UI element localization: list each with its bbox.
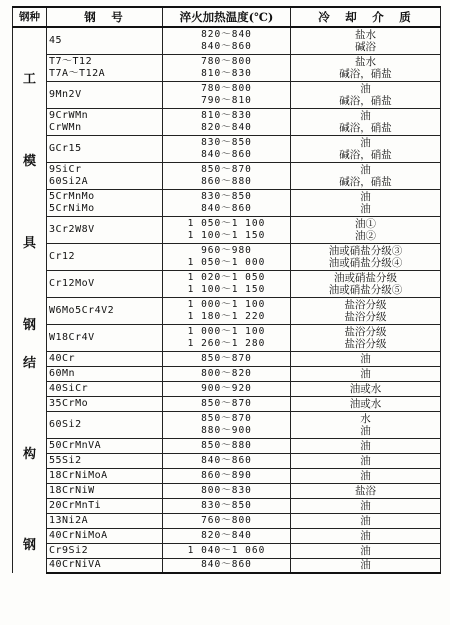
table-row <box>13 162 441 189</box>
quench-temperature-cell <box>163 324 291 351</box>
quench-temperature-cell <box>163 381 291 396</box>
steel-type-char: 钢 <box>22 318 36 333</box>
table-row <box>13 381 441 396</box>
steel-grade: Cr12MoV <box>49 277 95 289</box>
quench-temperature-cell <box>163 189 291 216</box>
cooling-medium: 油 <box>360 424 371 437</box>
cooling-medium-cell <box>291 483 441 498</box>
steel-grade: 3Cr2W8V <box>49 223 95 235</box>
cooling-medium: 油 <box>360 439 371 452</box>
steel-grade: 9CrWMn <box>49 109 89 121</box>
quench-temperature: 840～860 <box>201 454 252 466</box>
cooling-medium: 油① <box>355 217 376 230</box>
cooling-medium-cell <box>291 270 441 297</box>
cooling-medium: 油或水 <box>349 382 382 395</box>
cooling-medium-cell <box>291 297 441 324</box>
cooling-medium: 油或硝盐分级③ <box>328 244 403 257</box>
table-row <box>13 498 441 513</box>
cooling-medium-cell <box>291 366 441 381</box>
quench-temperature-cell <box>163 483 291 498</box>
cooling-medium: 油或水 <box>349 397 382 410</box>
quench-temperature-cell <box>163 243 291 270</box>
quench-temperature: 820～840 <box>201 121 252 133</box>
table-body <box>13 27 441 573</box>
steel-grade-cell <box>47 189 163 216</box>
steel-grade: 40CrNiVA <box>49 559 102 571</box>
quench-temperature: 800～820 <box>201 367 252 379</box>
quench-temperature: 780～800 <box>201 82 252 94</box>
quench-temperature: 1 180～1 220 <box>187 310 266 322</box>
steel-grade-cell <box>47 135 163 162</box>
steel-type-char: 工 <box>22 72 36 87</box>
quench-temperature: 860～880 <box>201 175 252 187</box>
cooling-medium-cell <box>291 543 441 558</box>
cooling-medium-cell <box>291 162 441 189</box>
steel-grade-cell <box>47 453 163 468</box>
cooling-medium: 盐水 <box>355 55 376 68</box>
steel-grade: 60Mn <box>49 367 76 379</box>
cooling-medium: 盐水 <box>355 28 376 41</box>
cooling-medium: 碱浴，硝盐 <box>339 148 392 161</box>
table-row <box>13 513 441 528</box>
steel-grade-cell <box>47 396 163 411</box>
steel-grade: 5CrNiMo <box>49 202 95 214</box>
quench-temperature-cell <box>163 366 291 381</box>
quench-temperature: 760～800 <box>201 514 252 526</box>
quench-temperature: 900～920 <box>201 382 252 394</box>
cooling-medium-cell <box>291 528 441 543</box>
cooling-medium: 油 <box>360 544 371 557</box>
cooling-medium: 盐浴分级 <box>344 298 387 311</box>
steel-type-wrap <box>15 28 44 350</box>
table-row <box>13 324 441 351</box>
steel-grade: 35CrMo <box>49 397 89 409</box>
cooling-medium: 油 <box>360 367 371 380</box>
quench-temperature-cell <box>163 54 291 81</box>
quench-temperature: 880～900 <box>201 424 252 436</box>
cooling-medium-cell <box>291 453 441 468</box>
quench-temperature-cell <box>163 411 291 438</box>
quench-temperature: 790～810 <box>201 94 252 106</box>
quench-temperature: 830～850 <box>201 190 252 202</box>
cooling-medium: 油 <box>360 163 371 176</box>
quench-temperature-cell <box>163 528 291 543</box>
cooling-medium: 油 <box>360 82 371 95</box>
cooling-medium: 油 <box>360 136 371 149</box>
quench-temperature: 850～870 <box>201 163 252 175</box>
quench-temperature-cell <box>163 453 291 468</box>
quench-temperature: 830～850 <box>201 136 252 148</box>
cooling-medium: 碱浴，硝盐 <box>339 121 392 134</box>
steel-grade: GCr15 <box>49 142 82 154</box>
table-row <box>13 243 441 270</box>
steel-grade: Cr12 <box>49 250 76 262</box>
steel-grade: T7A～T12A <box>49 67 106 79</box>
steel-grade: 9Mn2V <box>49 88 82 100</box>
header-row <box>13 7 441 27</box>
cooling-medium: 盐浴分级 <box>344 337 387 350</box>
quench-temperature: 1 050～1 100 <box>187 217 266 229</box>
table-row <box>13 216 441 243</box>
steel-grade-cell <box>47 108 163 135</box>
table-row <box>13 396 441 411</box>
cooling-medium: 盐浴分级 <box>344 310 387 323</box>
quench-temperature-cell <box>163 270 291 297</box>
quench-temperature: 850～870 <box>201 397 252 409</box>
cooling-medium-cell <box>291 189 441 216</box>
cooling-medium: 碱浴 <box>355 40 376 53</box>
cooling-medium-cell <box>291 381 441 396</box>
cooling-medium-cell <box>291 54 441 81</box>
steel-type-cell-tool <box>13 27 47 351</box>
quench-temperature-cell <box>163 438 291 453</box>
quench-temperature: 860～890 <box>201 469 252 481</box>
steel-grade-cell <box>47 27 163 54</box>
steel-grade-cell <box>47 366 163 381</box>
cooling-medium: 油或硝盐分级⑤ <box>328 283 403 296</box>
quench-temperature-table <box>12 6 441 574</box>
cooling-medium: 油 <box>360 202 371 215</box>
quench-temperature: 1 040～1 060 <box>187 544 266 556</box>
table-row <box>13 543 441 558</box>
quench-temperature-cell <box>163 558 291 573</box>
cooling-medium-cell <box>291 27 441 54</box>
steel-type-char: 结 <box>22 356 36 371</box>
steel-grade: 20CrMnTi <box>49 499 102 511</box>
cooling-medium: 油 <box>360 529 371 542</box>
table-row <box>13 297 441 324</box>
steel-type-wrap <box>15 351 44 571</box>
header-temperature: 淬火加热温度(℃) <box>163 7 291 27</box>
cooling-medium-cell <box>291 558 441 573</box>
cooling-medium-cell <box>291 438 441 453</box>
steel-grade: 60Si2A <box>49 175 89 187</box>
steel-grade-cell <box>47 468 163 483</box>
quench-temperature: 1 100～1 150 <box>187 229 266 241</box>
steel-type-char: 模 <box>22 154 36 169</box>
steel-grade: 50CrMnVA <box>49 439 102 451</box>
steel-grade: Cr9Si2 <box>49 544 89 556</box>
cooling-medium-cell <box>291 108 441 135</box>
steel-grade: 18CrNiW <box>49 484 95 496</box>
quench-temperature: 840～860 <box>201 40 252 52</box>
table-row <box>13 54 441 81</box>
cooling-medium: 油或硝盐分级 <box>334 271 397 284</box>
table-row <box>13 453 441 468</box>
table-row <box>13 411 441 438</box>
cooling-medium: 盐浴 <box>355 484 376 497</box>
cooling-medium-cell <box>291 243 441 270</box>
cooling-medium: 水 <box>360 412 371 425</box>
quench-temperature: 840～860 <box>201 559 252 571</box>
steel-type-char: 具 <box>22 236 36 251</box>
steel-grade-cell <box>47 81 163 108</box>
steel-grade-cell <box>47 411 163 438</box>
cooling-medium-cell <box>291 216 441 243</box>
steel-grade-cell <box>47 216 163 243</box>
steel-type-char: 钢 <box>22 538 36 553</box>
quench-temperature-cell <box>163 543 291 558</box>
cooling-medium: 油 <box>360 559 371 572</box>
quench-temperature: 840～860 <box>201 202 252 214</box>
steel-grade: 45 <box>49 34 63 46</box>
quench-temperature-cell <box>163 108 291 135</box>
quench-temperature-cell <box>163 162 291 189</box>
steel-grade-cell <box>47 243 163 270</box>
header-steel-type: 钢种 <box>13 7 47 27</box>
steel-grade: 55Si2 <box>49 454 82 466</box>
steel-grade: W18Cr4V <box>49 331 95 343</box>
steel-grade-cell <box>47 324 163 351</box>
quench-temperature: 800～830 <box>201 484 252 496</box>
table-row <box>13 438 441 453</box>
quench-temperature-cell <box>163 216 291 243</box>
cooling-medium: 油② <box>355 229 376 242</box>
steel-type-cell-struct <box>13 351 47 573</box>
table-row <box>13 108 441 135</box>
cooling-medium-cell <box>291 411 441 438</box>
steel-grade-cell <box>47 162 163 189</box>
header-cooling-medium: 冷 却 介 质 <box>291 7 441 27</box>
quench-temperature-cell <box>163 468 291 483</box>
quench-temperature-cell <box>163 135 291 162</box>
steel-grade: 9SiCr <box>49 163 82 175</box>
steel-grade-cell <box>47 528 163 543</box>
table-row <box>13 270 441 297</box>
quench-temperature-cell <box>163 396 291 411</box>
quench-temperature: 810～830 <box>201 109 252 121</box>
table-row <box>13 135 441 162</box>
quench-temperature: 850～870 <box>201 412 252 424</box>
steel-grade: 60Si2 <box>49 418 82 430</box>
header-grade: 钢 号 <box>47 7 163 27</box>
cooling-medium-cell <box>291 324 441 351</box>
steel-grade: 18CrNiMoA <box>49 469 108 481</box>
table-row <box>13 528 441 543</box>
quench-temperature: 850～880 <box>201 439 252 451</box>
table-row <box>13 483 441 498</box>
steel-grade-cell <box>47 270 163 297</box>
quench-temperature: 1 260～1 280 <box>187 337 266 349</box>
quench-temperature: 820～840 <box>201 28 252 40</box>
quench-temperature: 960～980 <box>201 244 252 256</box>
cooling-medium: 盐浴分级 <box>344 325 387 338</box>
steel-grade: 5CrMnMo <box>49 190 95 202</box>
cooling-medium-cell <box>291 396 441 411</box>
steel-grade-cell <box>47 543 163 558</box>
cooling-medium-cell <box>291 81 441 108</box>
steel-grade-cell <box>47 438 163 453</box>
steel-grade: 13Ni2A <box>49 514 89 526</box>
cooling-medium: 油或硝盐分级④ <box>328 256 403 269</box>
steel-grade-cell <box>47 513 163 528</box>
quench-temperature: 1 000～1 100 <box>187 298 266 310</box>
steel-grade: T7～T12 <box>49 55 93 67</box>
table-row <box>13 558 441 573</box>
quench-temperature: 1 000～1 100 <box>187 325 266 337</box>
cooling-medium: 油 <box>360 454 371 467</box>
steel-grade-cell <box>47 381 163 396</box>
cooling-medium: 油 <box>360 469 371 482</box>
cooling-medium: 油 <box>360 514 371 527</box>
steel-grade-cell <box>47 54 163 81</box>
steel-grade-cell <box>47 297 163 324</box>
quench-temperature-cell <box>163 498 291 513</box>
quench-temperature-cell <box>163 27 291 54</box>
quench-temperature: 830～850 <box>201 499 252 511</box>
steel-grade-cell <box>47 558 163 573</box>
cooling-medium: 油 <box>360 352 371 365</box>
quench-temperature-cell <box>163 297 291 324</box>
cooling-medium-cell <box>291 513 441 528</box>
cooling-medium: 油 <box>360 109 371 122</box>
cooling-medium: 碱浴，硝盐 <box>339 67 392 80</box>
steel-grade: W6Mo5Cr4V2 <box>49 304 115 316</box>
quench-temperature: 1 050～1 000 <box>187 256 266 268</box>
table-row <box>13 468 441 483</box>
steel-grade-cell <box>47 483 163 498</box>
quench-temperature: 1 020～1 050 <box>187 271 266 283</box>
steel-grade-cell <box>47 498 163 513</box>
steel-grade-cell <box>47 351 163 366</box>
cooling-medium: 油 <box>360 499 371 512</box>
table-row <box>13 366 441 381</box>
quench-temperature: 850～870 <box>201 352 252 364</box>
steel-grade: CrWMn <box>49 121 82 133</box>
table-row <box>13 81 441 108</box>
cooling-medium-cell <box>291 135 441 162</box>
table-row <box>13 189 441 216</box>
quench-temperature-cell <box>163 81 291 108</box>
cooling-medium-cell <box>291 351 441 366</box>
cooling-medium-cell <box>291 468 441 483</box>
table-row <box>13 27 441 54</box>
quench-temperature-cell <box>163 351 291 366</box>
steel-grade: 40Cr <box>49 352 76 364</box>
cooling-medium: 油 <box>360 190 371 203</box>
cooling-medium: 碱浴，硝盐 <box>339 94 392 107</box>
quench-temperature: 1 100～1 150 <box>187 283 266 295</box>
quench-temperature: 810～830 <box>201 67 252 79</box>
steel-grade: 40CrNiMoA <box>49 529 108 541</box>
steel-type-char: 构 <box>22 447 36 462</box>
cooling-medium: 碱浴，硝盐 <box>339 175 392 188</box>
steel-grade: 40SiCr <box>49 382 89 394</box>
quench-temperature: 820～840 <box>201 529 252 541</box>
quench-temperature: 840～860 <box>201 148 252 160</box>
table-row <box>13 351 441 366</box>
cooling-medium-cell <box>291 498 441 513</box>
quench-temperature: 780～800 <box>201 55 252 67</box>
quench-temperature-cell <box>163 513 291 528</box>
